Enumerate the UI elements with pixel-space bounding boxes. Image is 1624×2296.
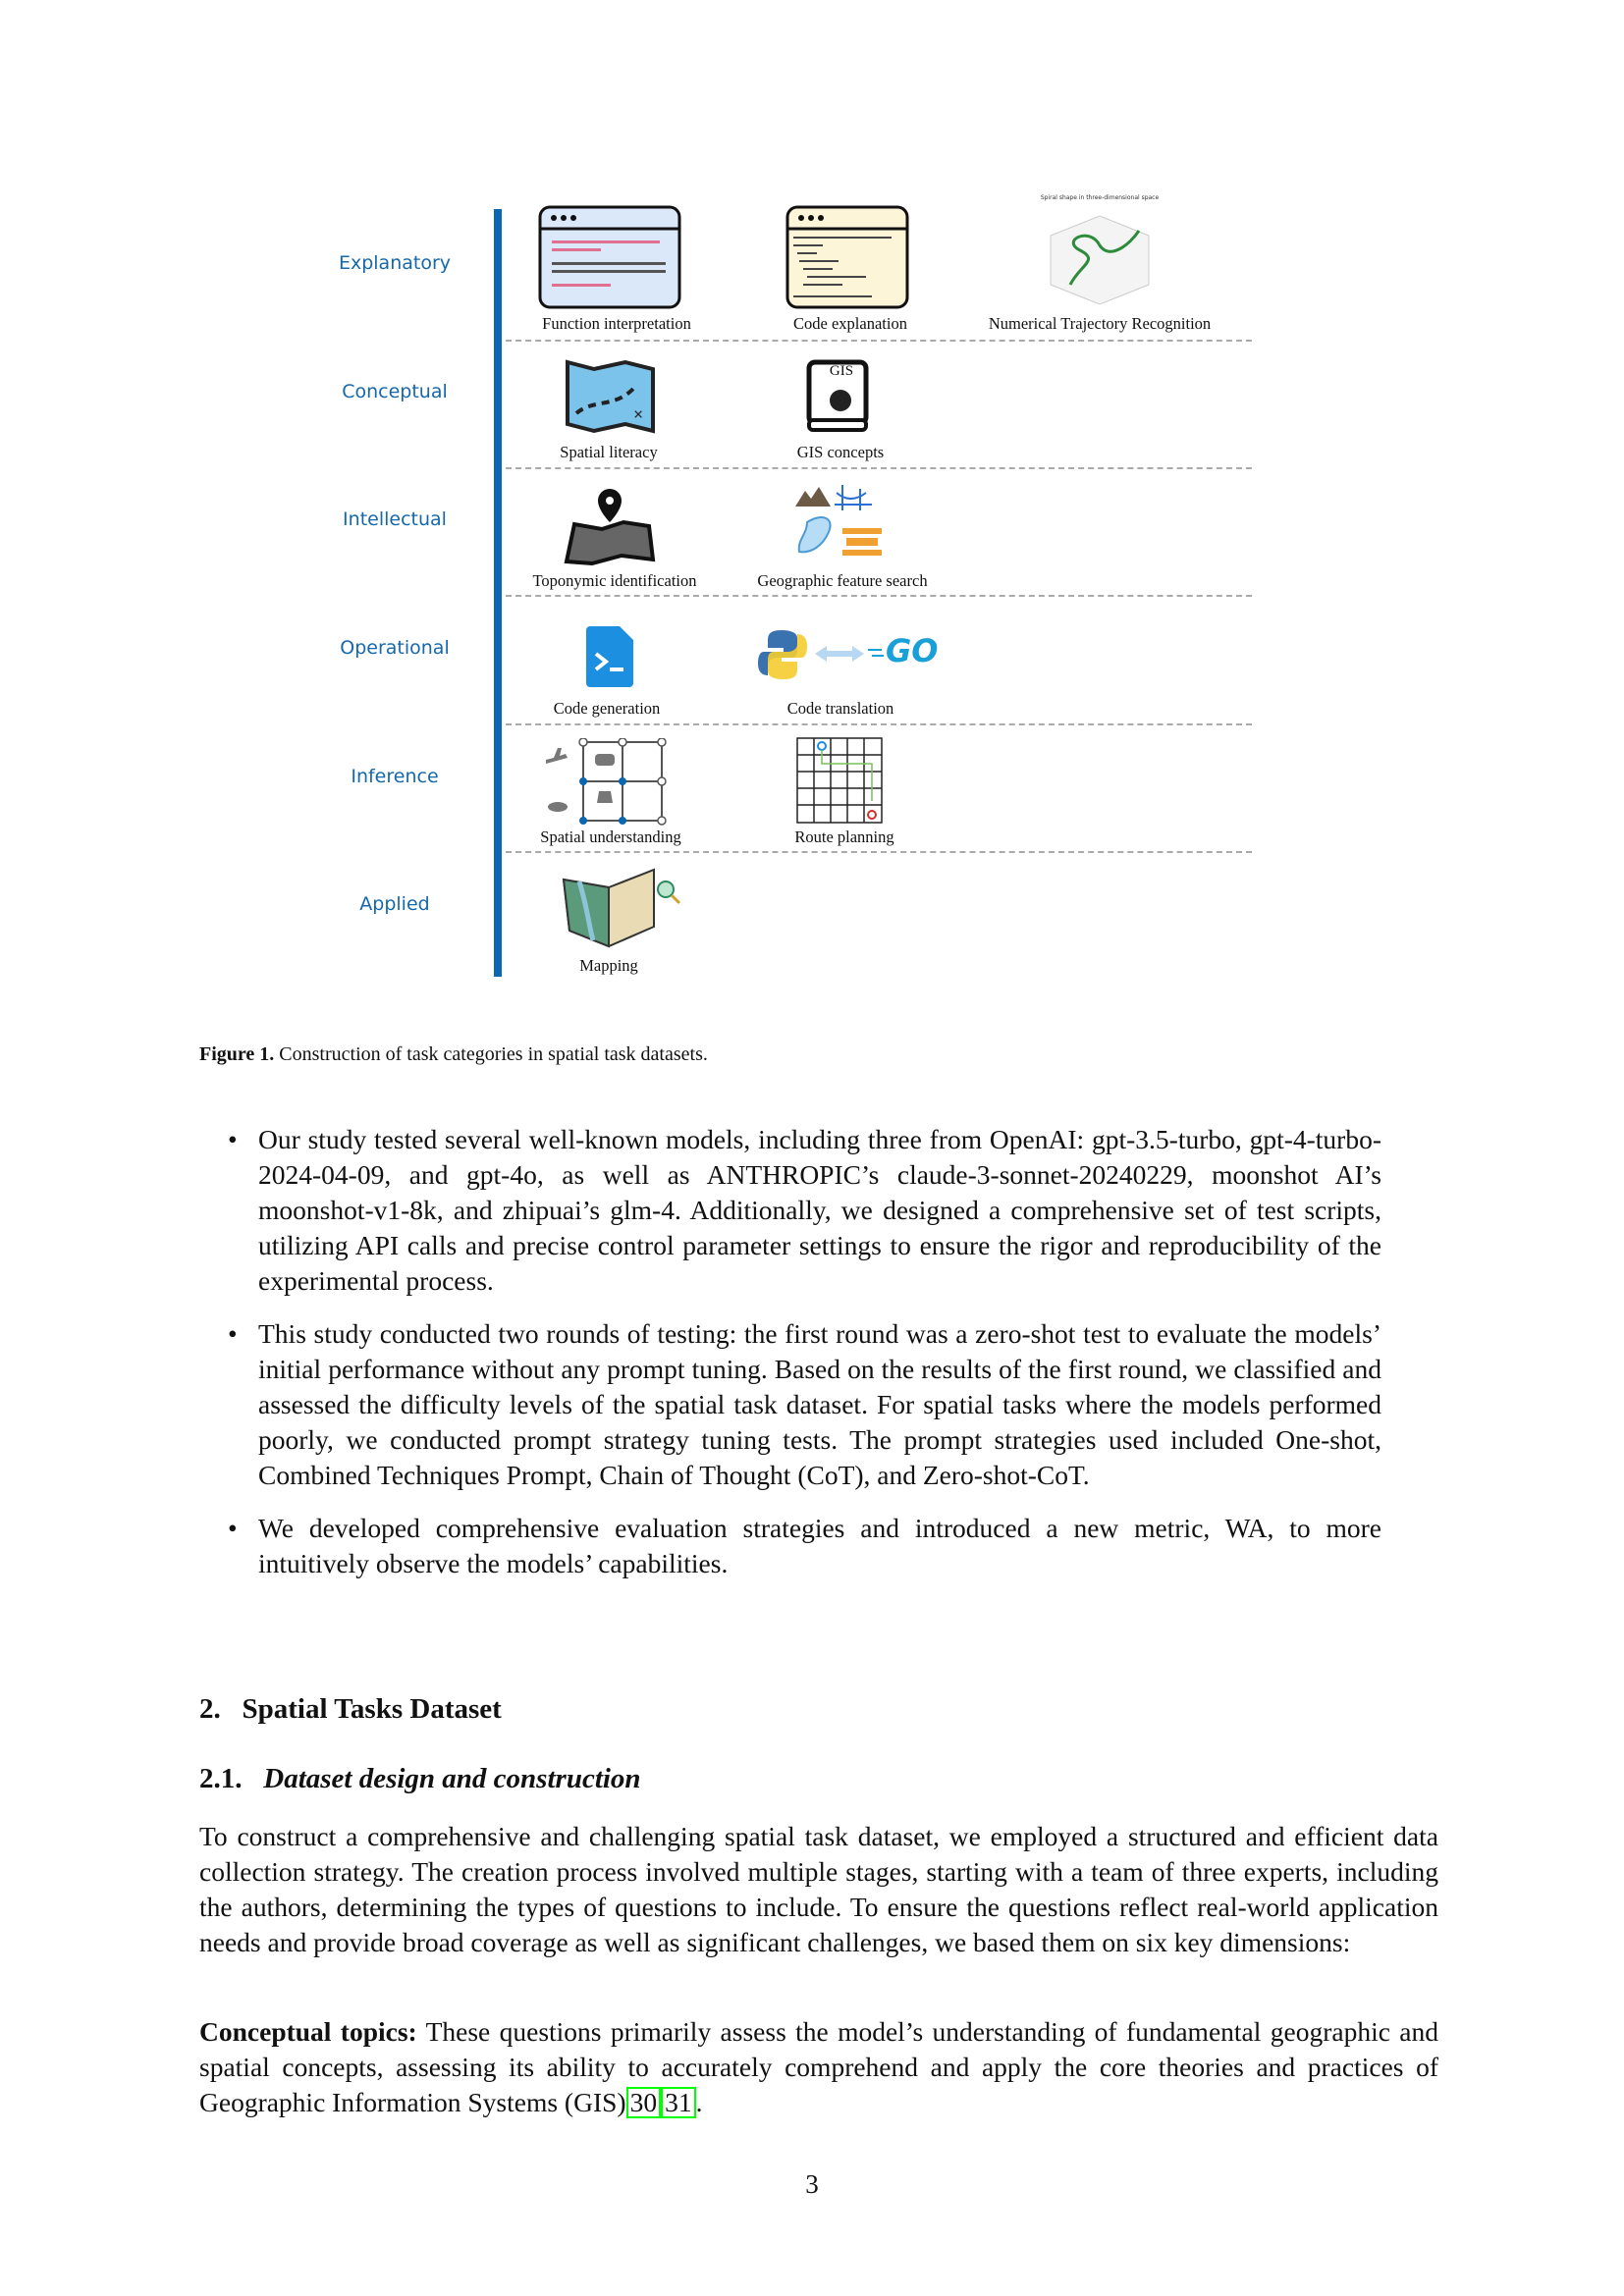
treasure-map-icon [565,359,657,434]
category-inference: Inference [351,766,439,787]
list-item: • We developed comprehensive evaluation strategies and introduced a new metric, WA, to more intuitively observe the models’ capabilities. [228,1511,1381,1581]
bidirectional-arrow-icon [815,644,864,664]
item-numerical-trajectory: Numerical Trajectory Recognition [988,314,1212,333]
caption-text: Construction of task categories in spatial task datasets. [279,1043,708,1065]
item-code-generation: Code generation [553,699,661,718]
function-window-icon [538,205,681,309]
item-geographic-feature-search: Geographic feature search [757,571,928,590]
code-window-icon [785,205,909,309]
item-toponymic-identification: Toponymic identification [532,571,697,590]
body-paragraph-conceptual [199,2014,1438,2120]
folded-map-icon [560,868,687,948]
contribution-list [228,1122,1381,1599]
item-code-explanation: Code explanation [793,314,907,333]
paragraph-lead: Conceptual topics: [199,2016,417,2047]
section-number: 2. [199,1693,221,1725]
item-code-translation: Code translation [786,699,894,718]
row-divider [506,595,1252,597]
spatial-grid-icon [542,738,674,828]
section-title: Spatial Tasks Dataset [242,1693,502,1725]
section-heading [199,1693,502,1726]
citation-link[interactable]: 31 [661,2087,696,2118]
subsection-title: Dataset design and construction [263,1763,641,1794]
citation-link[interactable]: 30 [626,2087,662,2118]
row-divider [506,723,1252,725]
item-spatial-understanding: Spatial understanding [540,828,681,846]
paragraph-text: These questions primarily assess the model’s understanding of fundamental geographic and spatial concepts, assessing its ability to accurately comprehend and apply the core theories and practices of Geographic Information Systems (GIS) [199,2016,1438,2117]
item-mapping: Mapping [579,956,638,975]
category-operational: Operational [340,637,450,659]
geographic-features-icon [793,483,892,567]
subsection-heading [199,1763,641,1795]
item-spatial-literacy: Spatial literacy [560,443,658,461]
route-grid-icon [795,736,884,825]
item-route-planning: Route planning [794,828,894,846]
item-gis-concepts: GIS concepts [796,443,885,461]
subsection-number: 2.1. [199,1763,243,1794]
list-item: • This study conducted two rounds of testing: the first round was a zero-shot test to evaluate the models’ initial performance without any prompt tuning. Based on the results of the first round, we classified and assessed the difficulty levels of the spatial task dataset. For spatial tasks where the models performed poorly, we conducted prompt strategy tuning tests. The prompt strategies used included One-shot, Combined Techniques Prompt, Chain of Thought (CoT), and Zero-shot-CoT. [228,1316,1381,1493]
category-intellectual: Intellectual [343,508,447,530]
caption-label: Figure 1. [199,1043,275,1065]
body-paragraph: To construct a comprehensive and challenging spatial task dataset, we employed a structured and efficient data collection strategy. The creation process involved multiple stages, starting with a team of three experts, including the authors, determining the types of questions to include. To ensure the questions reflect real-world application needs and provide broad coverage as well as significant challenges, we based them on six key dimensions: [199,1821,1438,1957]
go-logo-text: GO [886,632,939,669]
svg-text:×: × [633,404,644,424]
category-applied: Applied [359,893,430,915]
row-divider [506,851,1252,853]
map-pin-icon [563,485,657,565]
category-conceptual: Conceptual [342,381,448,402]
row-divider [506,340,1252,342]
trajectory-plot-title: Spiral shape in three-dimensional space [1040,194,1160,201]
gis-book-label: GIS [829,363,854,379]
terminal-file-icon [584,624,635,689]
item-function-interpretation: Function interpretation [542,314,691,333]
python-logo-icon [756,628,809,681]
paragraph-end: . [695,2087,703,2117]
list-item: • Our study tested several well-known models, including three from OpenAI: gpt-3.5-turbo, gpt-4-turbo-2024-04-09, and gpt-4o, as well as ANTHROPIC’s claude-3-sonnet-20240229, moonshot AI’s moonshot-v1-8k, and zhipuai’s glm-4. Additionally, we designed a comprehensive set of test scripts, utilizing API calls and precise control parameter settings to ensure the rigor and reproducibility of the experimental process. [228,1122,1381,1299]
page-number: 3 [805,2169,819,2199]
spiral-3d-plot-icon [1041,206,1159,309]
row-divider [506,467,1252,469]
category-explanatory: Explanatory [338,252,452,274]
figure-caption [199,1043,708,1066]
